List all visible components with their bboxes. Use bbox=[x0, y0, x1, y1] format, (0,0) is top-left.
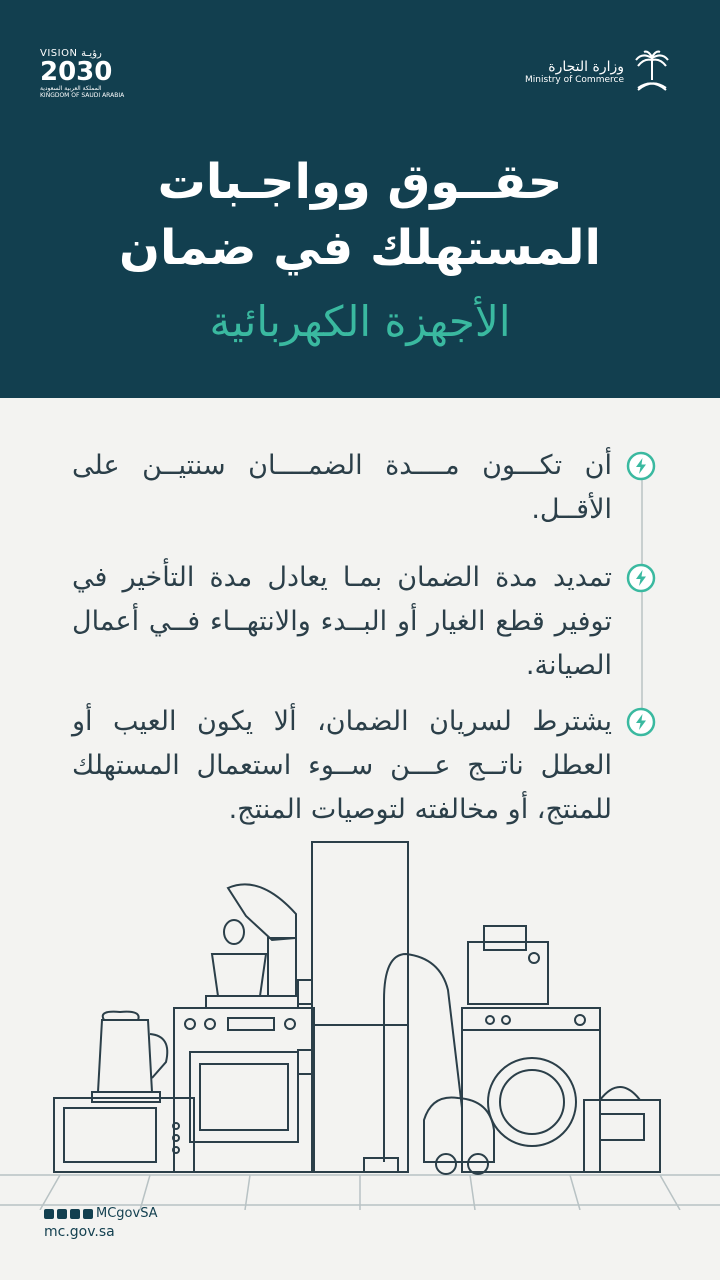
point-2: تمديد مدة الضمان بمـا يعادل مدة التأخير في توفير قطع الغيار أو البــدء والانتهــاء فــي أعمال الصيانة. bbox=[72, 562, 612, 681]
facebook-icon[interactable] bbox=[57, 1209, 67, 1219]
vision-label: VISION رؤيـة bbox=[40, 48, 102, 59]
point-1: أن تكـــون مــــدة الضمــــان سنتيــن على الأقــل. bbox=[72, 450, 612, 525]
x-icon[interactable] bbox=[44, 1209, 54, 1219]
social-handles bbox=[44, 1206, 158, 1221]
vision-year: 2030 bbox=[40, 57, 113, 87]
header-banner bbox=[0, 0, 720, 398]
website-link[interactable]: mc.gov.sa bbox=[44, 1224, 115, 1240]
vision-sub-en: KINGDOM OF SAUDI ARABIA bbox=[40, 92, 125, 99]
youtube-icon[interactable] bbox=[83, 1209, 93, 1219]
ministry-name-ar: وزارة التجارة bbox=[548, 59, 624, 75]
lightning-icon bbox=[626, 707, 656, 737]
timeline-line bbox=[641, 466, 643, 724]
title-line-2: المستهلك في ضمان bbox=[118, 220, 602, 276]
vision-2030-logo bbox=[40, 48, 130, 99]
ministry-logo bbox=[525, 48, 672, 96]
vision-sub-ar: المملكة العربية السعودية bbox=[40, 85, 102, 92]
lightning-icon bbox=[626, 451, 656, 481]
title-line-1: حقــوق وواجـبات bbox=[157, 154, 563, 210]
appliances-illustration bbox=[0, 830, 720, 1210]
palm-swords-emblem-icon bbox=[632, 48, 672, 96]
point-3: يشترط لسريان الضمان، ألا يكون العيب أو العطل ناتــج عـــن ســوء استعمال المستهلك للمنتج، أو مخالفته لتوصيات المنتج. bbox=[72, 706, 612, 825]
instagram-icon[interactable] bbox=[70, 1209, 80, 1219]
lightning-icon bbox=[626, 563, 656, 593]
social-handle[interactable]: MCgovSA bbox=[96, 1206, 158, 1221]
subtitle: الأجهزة الكهربائية bbox=[209, 297, 511, 346]
ministry-name-en: Ministry of Commerce bbox=[525, 75, 624, 85]
